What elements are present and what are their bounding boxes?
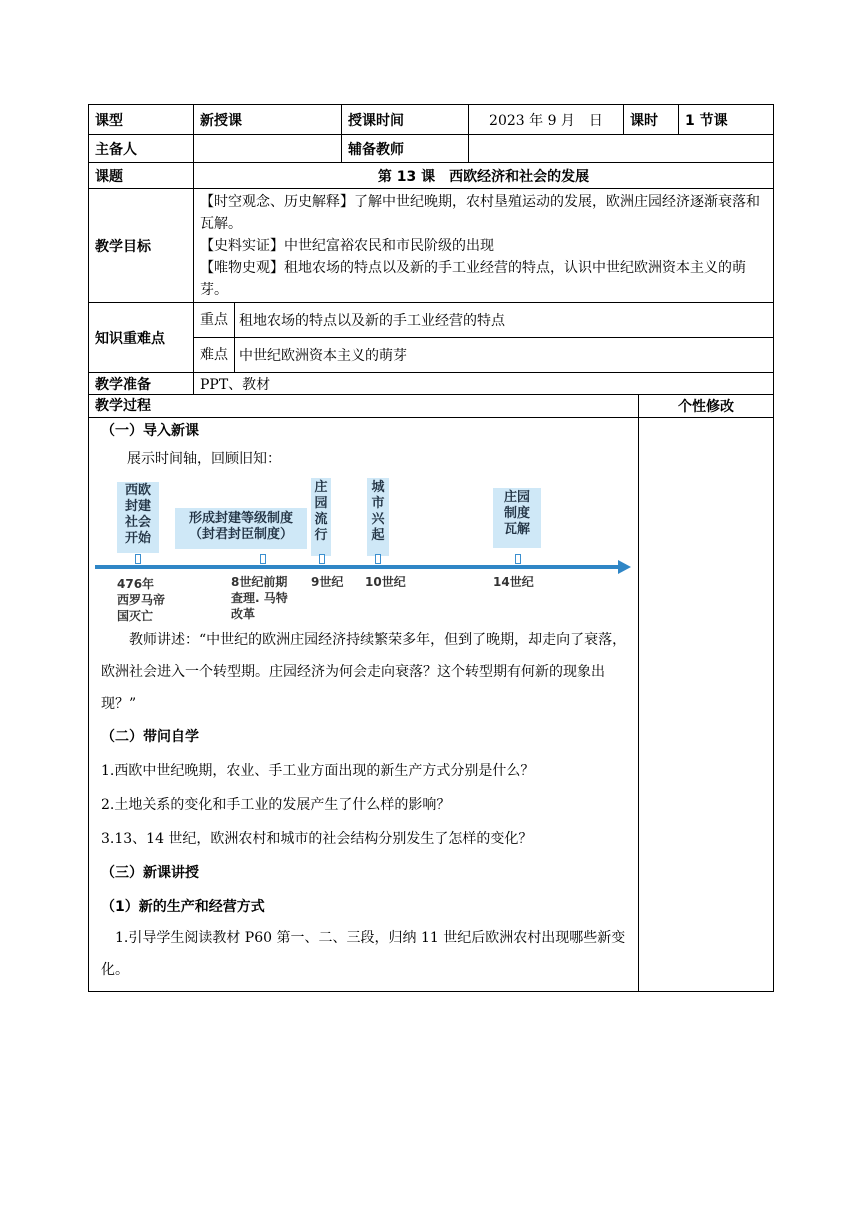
goals-content bbox=[194, 189, 774, 303]
event-date: 8世纪前期 查理. 马特 改革 bbox=[231, 575, 288, 621]
event-date: 14世纪 bbox=[493, 575, 534, 589]
section-lecture-title: （三）新课讲授 bbox=[101, 865, 199, 881]
goal-line: 【史料实证】中世纪富裕农民和市民阶级的出现 bbox=[200, 237, 494, 254]
section-intro-title: （一）导入新课 bbox=[101, 423, 199, 439]
topic-value: 第 13 课 西欧经济和社会的发展 bbox=[194, 163, 774, 189]
process-header bbox=[89, 395, 774, 418]
leader-label: 主备人 bbox=[89, 135, 194, 163]
timeline-tick bbox=[135, 554, 141, 564]
event-date: 9世纪 bbox=[311, 575, 344, 589]
time-value: 2023 年 9 月 日 bbox=[469, 105, 624, 135]
question-2: 2.土地关系的变化和手工业的发展产生了什么样的影响？ bbox=[101, 797, 451, 813]
difficulty-row bbox=[194, 338, 774, 373]
prep-value: PPT、教材 bbox=[194, 373, 774, 395]
keypoints-label: 知识重难点 bbox=[89, 303, 194, 373]
assist-value bbox=[469, 135, 774, 163]
side-label: 个性修改 bbox=[678, 399, 734, 415]
leader-value bbox=[194, 135, 342, 163]
goal-line: 【时空观念、历史解释】了解中世纪晚期，农村垦殖运动的发展，欧洲庄园经济逐渐衰落和瓦解。 bbox=[200, 193, 760, 232]
intro-text: 展示时间轴，回顾旧知： bbox=[127, 451, 281, 467]
timeline-tick bbox=[375, 554, 381, 564]
timeline-tick bbox=[319, 554, 325, 564]
event-box: 庄园 制度 瓦解 bbox=[493, 488, 541, 548]
time-label: 授课时间 bbox=[342, 105, 469, 135]
event-box: 城 市 兴 起 bbox=[367, 478, 389, 556]
event-box: 庄 园 流 行 bbox=[311, 478, 331, 556]
question-1: 1.西欧中世纪晚期，农业、手工业方面出现的新生产方式分别是什么？ bbox=[101, 763, 535, 779]
lecture-subtitle: （1）新的生产和经营方式 bbox=[101, 899, 265, 915]
event-date: 476年 西罗马帝 国灭亡 bbox=[117, 577, 166, 623]
timeline-tick bbox=[515, 554, 521, 564]
difficulty-label: 难点 bbox=[194, 338, 235, 372]
difficulty-value: 中世纪欧洲资本主义的萌芽 bbox=[239, 348, 407, 364]
lesson-plan-table bbox=[88, 104, 774, 992]
section-selfstudy-title: （二）带问自学 bbox=[101, 729, 199, 745]
period-label: 课时 bbox=[624, 105, 679, 135]
focus-value: 租地农场的特点以及新的手工业经营的特点 bbox=[239, 313, 505, 329]
event-box: 形成封建等级制度 （封君封臣制度） bbox=[175, 508, 307, 549]
goals-label: 教学目标 bbox=[89, 189, 194, 303]
lesson-plan bbox=[88, 104, 773, 992]
topic-label: 课题 bbox=[89, 163, 194, 189]
prep-label: 教学准备 bbox=[89, 373, 194, 395]
process-body bbox=[89, 418, 774, 992]
lecture-text: 1.引导学生阅读教材 P60 第一、二、三段，归纳 11 世纪后欧洲农村出现哪些新变化。 bbox=[101, 930, 626, 978]
question-3: 3.13、14 世纪，欧洲农村和城市的社会结构分别发生了怎样的变化？ bbox=[101, 831, 533, 847]
timeline bbox=[95, 478, 635, 628]
personal-revision-column bbox=[638, 418, 775, 991]
timeline-tick bbox=[260, 554, 266, 564]
goal-line: 【唯物史观】租地农场的特点以及新的手工业经营的特点，认识中世纪欧洲资本主义的萌芽。 bbox=[200, 259, 746, 298]
teacher-talk: 教师讲述：“中世纪的欧洲庄园经济持续繁荣多年，但到了晚期，却走向了衰落，欧洲社会进入一个转型期。庄园经济为何会走向衰落？这个转型期有何新的现象出现？” bbox=[101, 632, 627, 712]
period-value: 1 节课 bbox=[679, 105, 774, 135]
focus-label: 重点 bbox=[194, 303, 235, 337]
assist-label: 辅备教师 bbox=[342, 135, 469, 163]
arrow-head-icon bbox=[618, 560, 631, 574]
process-label: 教学过程 bbox=[89, 395, 639, 417]
type-label: 课型 bbox=[89, 105, 194, 135]
timeline-axis bbox=[95, 565, 620, 569]
focus-row bbox=[194, 303, 774, 338]
type-value: 新授课 bbox=[194, 105, 342, 135]
event-date: 10世纪 bbox=[365, 575, 406, 589]
event-box: 西欧 封建 社会 开始 bbox=[117, 482, 159, 553]
process-content bbox=[89, 418, 637, 991]
